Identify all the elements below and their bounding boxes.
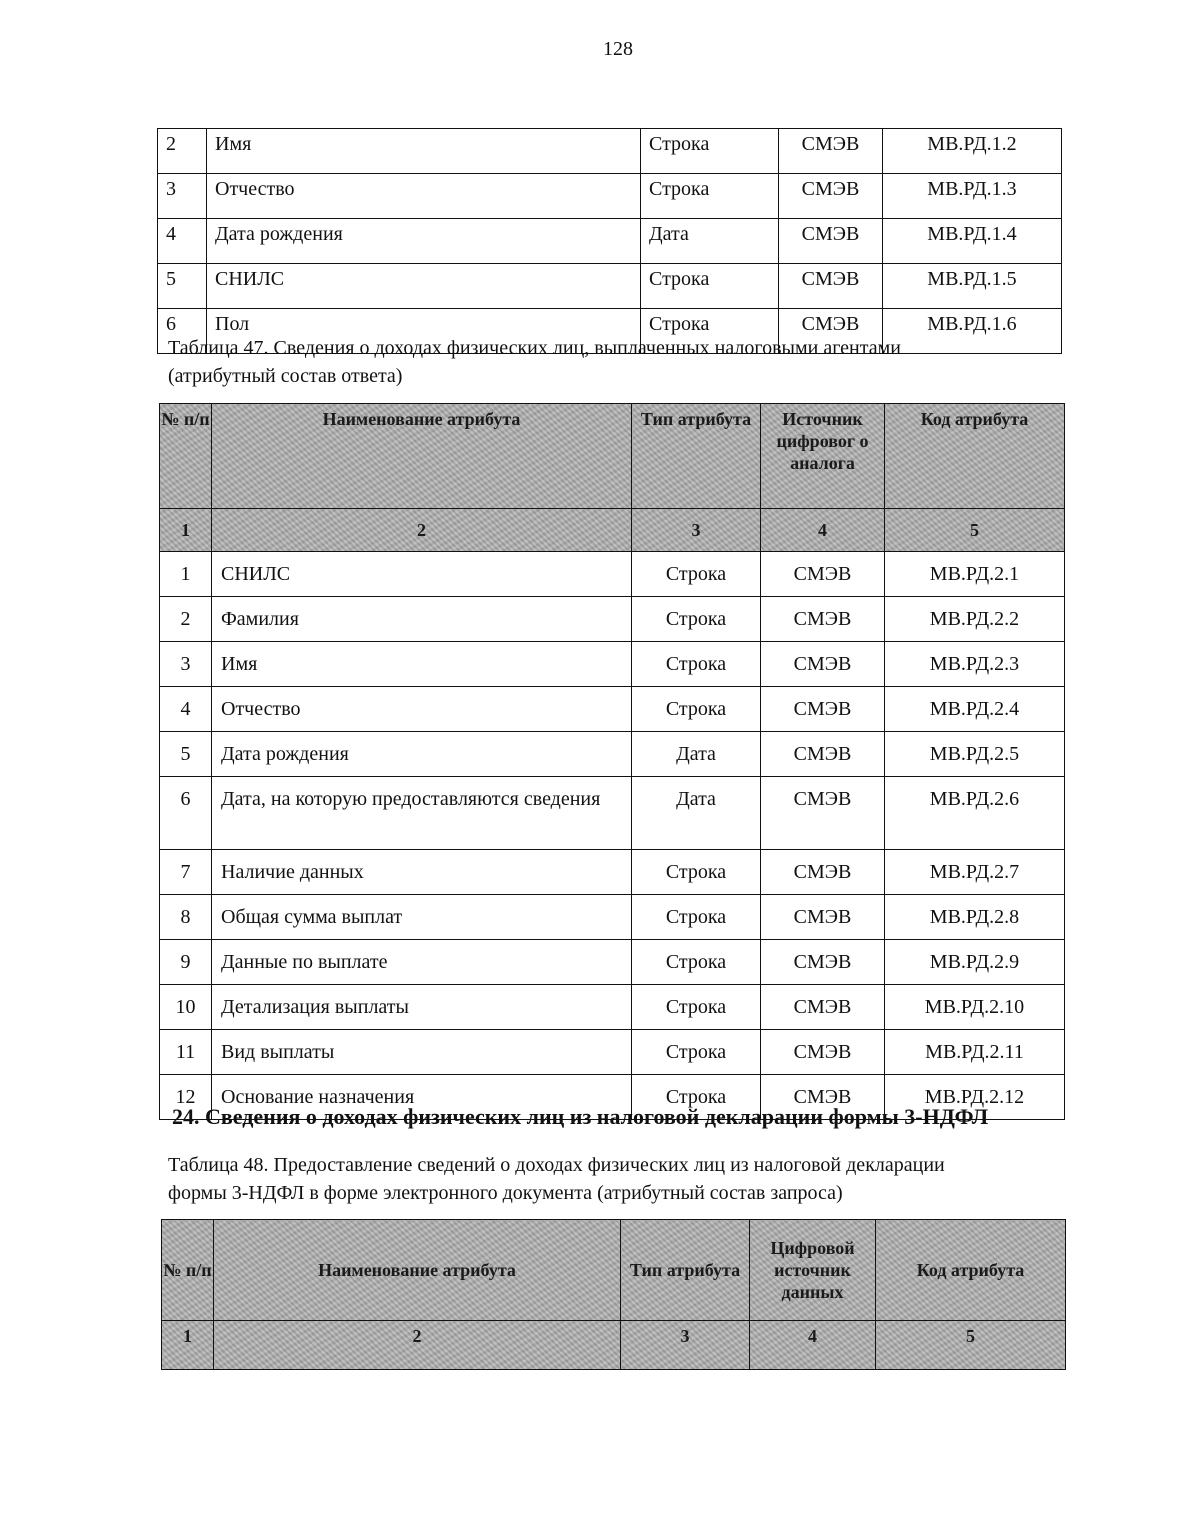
cell-attribute-type: Строка	[632, 687, 761, 732]
cell-attribute-code: МВ.РД.2.2	[885, 597, 1065, 642]
table-row	[158, 219, 1062, 264]
cell-attribute-code: МВ.РД.2.4	[885, 687, 1065, 732]
cell-num: 7	[160, 850, 212, 895]
table-row	[160, 687, 1065, 732]
cell-attribute-code: МВ.РД.2.10	[885, 985, 1065, 1030]
cell-source: СМЭВ	[761, 552, 885, 597]
cell-attribute-name: Дата, на которую предоставляются сведения	[212, 777, 632, 850]
header-attribute-code: Код атрибута	[876, 1220, 1066, 1321]
cell-attribute-name: СНИЛС	[207, 264, 641, 309]
column-number: 5	[885, 509, 1065, 552]
cell-attribute-type: Строка	[632, 642, 761, 687]
cell-attribute-type: Дата	[632, 777, 761, 850]
table-row	[160, 1030, 1065, 1075]
table-row	[158, 264, 1062, 309]
cell-source: СМЭВ	[761, 1075, 885, 1120]
cell-attribute-name: Дата рождения	[212, 732, 632, 777]
cell-num: 4	[160, 687, 212, 732]
table-47	[159, 403, 1065, 1120]
cell-source: СМЭВ	[779, 309, 883, 354]
cell-source: СМЭВ	[779, 219, 883, 264]
cell-source: СМЭВ	[779, 264, 883, 309]
cell-source: СМЭВ	[779, 174, 883, 219]
cell-source: СМЭВ	[761, 687, 885, 732]
table-row	[160, 732, 1065, 777]
table-row	[160, 597, 1065, 642]
cell-num: 5	[158, 264, 207, 309]
table-row	[158, 174, 1062, 219]
cell-source: СМЭВ	[761, 777, 885, 850]
table-47-caption-line-2: (атрибутный состав ответа)	[168, 365, 403, 387]
cell-num: 1	[160, 552, 212, 597]
section-heading: 24. Сведения о доходах физических лиц из налоговой декларации формы 3-НДФЛ	[172, 1104, 989, 1129]
column-number: 2	[212, 509, 632, 552]
cell-attribute-type: Строка	[632, 597, 761, 642]
column-number: 5	[876, 1321, 1066, 1370]
cell-attribute-name: Отчество	[212, 687, 632, 732]
column-number: 2	[214, 1321, 621, 1370]
cell-attribute-name: Данные по выплате	[212, 940, 632, 985]
cell-attribute-name: Фамилия	[212, 597, 632, 642]
header-attribute-type: Тип атрибута	[632, 404, 761, 509]
cell-num: 12	[160, 1075, 212, 1120]
header-num: № п/п	[160, 404, 212, 509]
table-47-caption-line-1: Таблица 47. Сведения о доходах физических лиц, выплаченных налоговыми агентами	[168, 337, 901, 359]
cell-attribute-name: Имя	[207, 129, 641, 174]
cell-attribute-name: СНИЛС	[212, 552, 632, 597]
cell-attribute-code: МВ.РД.2.3	[885, 642, 1065, 687]
cell-attribute-name: Дата рождения	[207, 219, 641, 264]
cell-attribute-type: Строка	[641, 264, 779, 309]
table-row	[160, 985, 1065, 1030]
cell-num: 6	[160, 777, 212, 850]
cell-source: СМЭВ	[761, 732, 885, 777]
cell-attribute-name: Пол	[207, 309, 641, 354]
cell-source: СМЭВ	[761, 940, 885, 985]
cell-attribute-code: МВ.РД.1.2	[883, 129, 1062, 174]
cell-num: 11	[160, 1030, 212, 1075]
table-row	[160, 895, 1065, 940]
cell-num: 5	[160, 732, 212, 777]
cell-source: СМЭВ	[761, 597, 885, 642]
column-number: 3	[621, 1321, 750, 1370]
column-number: 1	[162, 1321, 214, 1370]
cell-source: СМЭВ	[779, 129, 883, 174]
cell-attribute-code: МВ.РД.2.5	[885, 732, 1065, 777]
cell-source: СМЭВ	[761, 985, 885, 1030]
header-attribute-name: Наименование атрибута	[214, 1220, 621, 1321]
header-source: Источник цифровог о аналога	[761, 404, 885, 509]
cell-attribute-type: Строка	[632, 1075, 761, 1120]
table-row	[160, 552, 1065, 597]
cell-attribute-code: МВ.РД.2.8	[885, 895, 1065, 940]
cell-attribute-name: Общая сумма выплат	[212, 895, 632, 940]
table-row	[160, 850, 1065, 895]
cell-num: 2	[160, 597, 212, 642]
cell-num: 3	[160, 642, 212, 687]
cell-attribute-type: Строка	[632, 1030, 761, 1075]
cell-attribute-name: Имя	[212, 642, 632, 687]
cell-attribute-type: Строка	[641, 309, 779, 354]
cell-attribute-name: Наличие данных	[212, 850, 632, 895]
cell-source: СМЭВ	[761, 1030, 885, 1075]
header-num: № п/п	[162, 1220, 214, 1321]
header-source: Цифровой источник данных	[750, 1220, 876, 1321]
table-row	[160, 940, 1065, 985]
table-47-caption	[168, 334, 1060, 390]
cell-attribute-type: Строка	[632, 985, 761, 1030]
cell-attribute-code: МВ.РД.2.11	[885, 1030, 1065, 1075]
cell-attribute-type: Строка	[641, 129, 779, 174]
cell-attribute-type: Строка	[641, 174, 779, 219]
cell-attribute-code: МВ.РД.1.3	[883, 174, 1062, 219]
cell-attribute-name: Вид выплаты	[212, 1030, 632, 1075]
cell-attribute-name: Основание назначения	[212, 1075, 632, 1120]
cell-attribute-type: Строка	[632, 895, 761, 940]
cell-source: СМЭВ	[761, 895, 885, 940]
cell-attribute-type: Строка	[632, 552, 761, 597]
cell-attribute-name: Отчество	[207, 174, 641, 219]
cell-attribute-type: Дата	[632, 732, 761, 777]
cell-attribute-code: МВ.РД.2.7	[885, 850, 1065, 895]
cell-attribute-code: МВ.РД.2.9	[885, 940, 1065, 985]
column-number: 1	[160, 509, 212, 552]
cell-attribute-code: МВ.РД.1.4	[883, 219, 1062, 264]
cell-num: 3	[158, 174, 207, 219]
cell-num: 6	[158, 309, 207, 354]
cell-source: СМЭВ	[761, 642, 885, 687]
header-attribute-code: Код атрибута	[885, 404, 1065, 509]
cell-attribute-code: МВ.РД.1.5	[883, 264, 1062, 309]
header-attribute-name: Наименование атрибута	[212, 404, 632, 509]
table-48-caption	[168, 1151, 1065, 1207]
table-continuation	[157, 128, 1062, 354]
table-48-caption-line-1: Таблица 48. Предоставление сведений о доходах физических лиц из налоговой декларации	[168, 1154, 945, 1176]
cell-num: 9	[160, 940, 212, 985]
column-number: 4	[750, 1321, 876, 1370]
cell-num: 2	[158, 129, 207, 174]
cell-source: СМЭВ	[761, 850, 885, 895]
header-attribute-type: Тип атрибута	[621, 1220, 750, 1321]
table-row	[160, 777, 1065, 850]
cell-attribute-type: Дата	[641, 219, 779, 264]
cell-attribute-type: Строка	[632, 850, 761, 895]
column-number: 3	[632, 509, 761, 552]
cell-num: 4	[158, 219, 207, 264]
table-row	[158, 129, 1062, 174]
cell-num: 10	[160, 985, 212, 1030]
cell-attribute-code: МВ.РД.2.1	[885, 552, 1065, 597]
cell-attribute-type: Строка	[632, 940, 761, 985]
cell-attribute-name: Детализация выплаты	[212, 985, 632, 1030]
cell-num: 8	[160, 895, 212, 940]
cell-attribute-code: МВ.РД.2.6	[885, 777, 1065, 850]
table-48-caption-line-2: формы 3-НДФЛ в форме электронного документа (атрибутный состав запроса)	[168, 1182, 843, 1204]
table-row	[160, 642, 1065, 687]
page-number: 128	[603, 38, 633, 60]
cell-attribute-code: МВ.РД.1.6	[883, 309, 1062, 354]
column-number: 4	[761, 509, 885, 552]
cell-attribute-code: МВ.РД.2.12	[885, 1075, 1065, 1120]
table-48	[161, 1219, 1066, 1370]
